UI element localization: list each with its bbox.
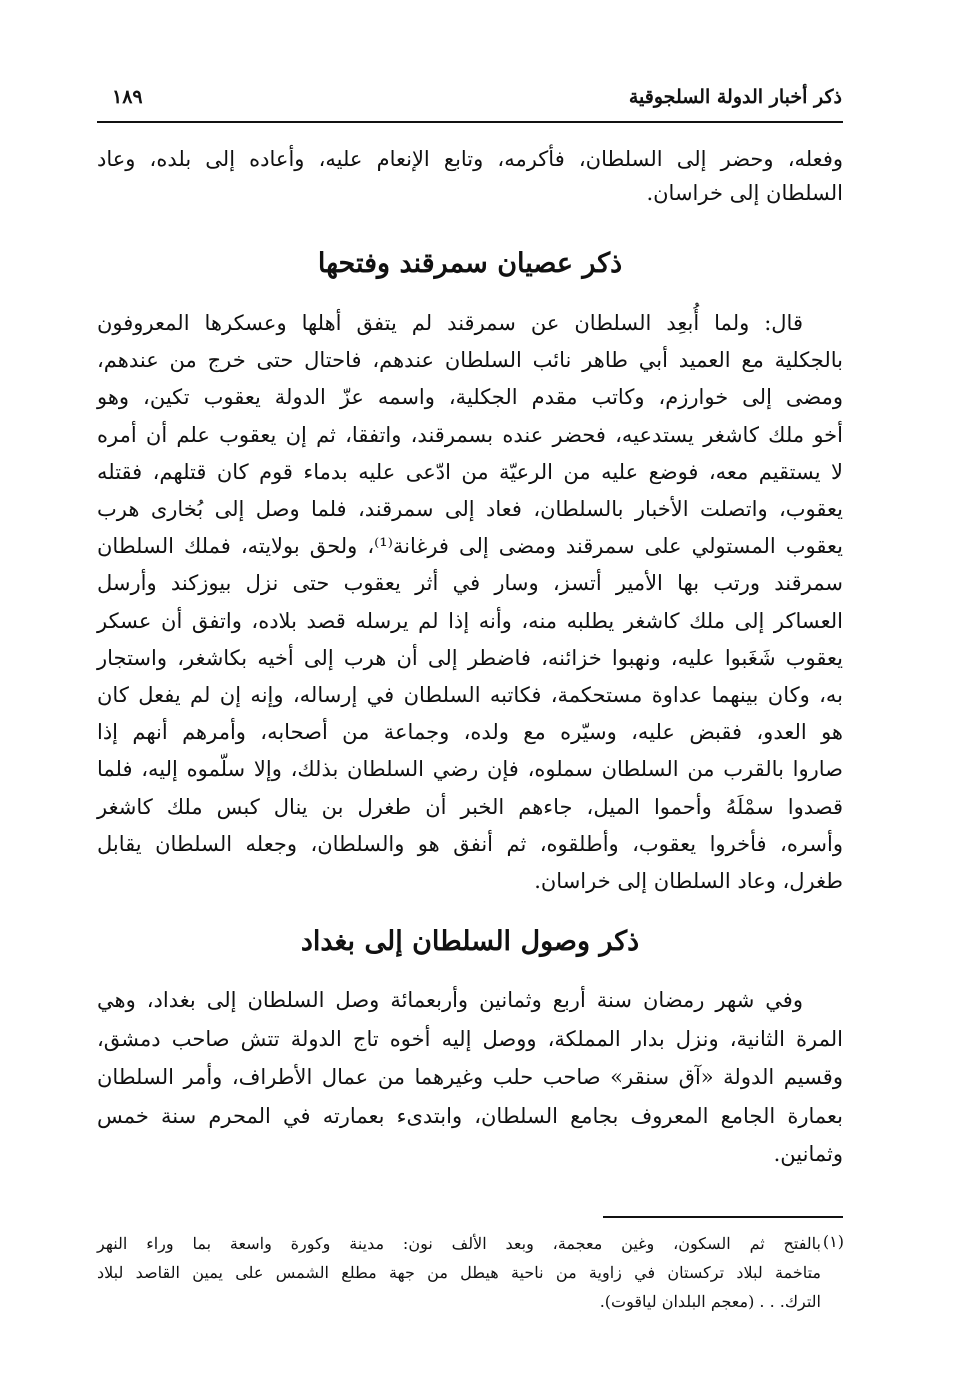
paragraph-line: سمرقند ورتب بها الأمير أتسز، وسار في أثر يعقوب حتى نزل بيوزكند وأرسل [97,571,843,596]
paragraph-line: وفعله، وحضر إلى السلطان، فأكرمه، وتابع الإنعام عليه، وأعاده إلى بلده، وعاد [97,147,843,171]
paragraph-line: ومضى إلى خوارزم، وكاتب مقدم الجكلية، واسمه عزّ الدولة يعقوب تكين، وهو [97,385,843,410]
paragraph-line: قال: ولما أُبعِد السلطان عن سمرقند لم يتفق أهلها وعسكرها المعروفون [97,311,803,335]
page-number: ١٨٩ [112,86,143,108]
paragraph-line: بالجكلية مع العميد أبي طاهر نائب السلطان عندهم، فاحتال حتى خرج من عندهم، [97,348,843,373]
paragraph-line: السلطان إلى خراسان. [646,181,843,205]
paragraph-line: بعمارة الجامع المعروف بجامع السلطان، وابتدىء بعمارته في المحرم سنة خمس [97,1103,843,1128]
running-header-title: ذكر أخبار الدولة السلجوقية [628,86,842,108]
paragraph-line: وفي شهر رمضان سنة أربع وثمانين وأربعمائة وصل السلطان إلى بغداد، وهي [97,988,803,1012]
footnote-rule [603,1216,843,1218]
paragraph-line: به، وكان بينهما عداوة مستحكمة، فكاتبه السلطان في إرساله، وإنه إن لم يفعل كان [97,683,843,707]
footnote-line: متاخمة لبلاد تركستان في زاوية من ناحية هيطل من جهة مطلع الشمس على يمين القاصد لبلاد [97,1263,821,1282]
footnote-line: الترك. . . (معجم البلدان لياقوت). [599,1292,821,1311]
paragraph-line: صاروا بالقرب من السلطان سملوه، فإن رضي السلطان بذلك، وإلا سلّموه إليه، فلما [97,757,843,782]
paragraph-line: طغرل، وعاد السلطان إلى خراسان. [534,869,843,893]
paragraph-line: يعقوب شَغَبوا عليه، ونهبوا خزائنه، فاضطر إلى أن هرب إلى أخيه بكاشغر، واستجار [97,645,843,670]
paragraph-line: هو العدو، فقبض عليه، وسيّره مع ولده، وجماعة من أصحابه، وأمرهم أنهم إذا [97,720,843,745]
header-rule [97,121,843,123]
paragraph-line: قصدوا سمْلَهُ وأحموا الميل، جاءهم الخبر أن طغرل بن ينال كبس ملك كاشغر [97,794,843,819]
paragraph-line: لا يستقيم معه، فوضع عليه من الرعيّة من ادّعى عليه بدماء قوم كان قتلهم، فقتله [97,459,843,484]
section-heading: ذكر عصيان سمرقند وفتحها [317,248,623,279]
paragraph-line: المرة الثانية، ونزل بدار المملكة، ووصل إليه أخوه تاج الدولة تتش صاحب دمشق، [97,1026,843,1051]
paragraph-line: يعقوب المستولي على سمرقند ومضى إلى فرغانة⁽¹⁾، ولحق بولايته، فملك السلطان [97,534,843,559]
paragraph-line: يعقوب، واتصلت الأخبار بالسلطان، فعاد إلى سمرقند، فلما وصل إلى بُخارى هرب [97,497,843,521]
footnote-line: بالفتح ثم السكون، وغين معجمة، وبعد الألف نون: مدينة وكورة واسعة بما وراء النهر [97,1234,821,1253]
footnote-number: (١) [822,1232,844,1251]
paragraph-line: وثمانين. [773,1142,843,1166]
paragraph-line: العساكر إلى ملك كاشغر يطلبه منه، وأنه إذا لم يرسله قصد بلاده، واتفق أن عسكر [97,608,843,633]
paragraph-line: أخو ملك كاشغر يستدعيه، فحضر عنده بسمرقند، واتفقا، ثم إن يعقوب علم أن أمره [97,422,843,447]
section-heading: ذكر وصول السلطان إلى بغداد [300,926,640,957]
paragraph-line: وقسيم الدولة «آق سنقر» صاحب حلب وغيرهما من عمال الأطراف، وأمر السلطان [97,1065,843,1089]
paragraph-line: وأسره، فأخروا يعقوب، وأطلقوه، ثم أنفق هو والسلطان، وجعله السلطان يقابل [97,831,843,856]
